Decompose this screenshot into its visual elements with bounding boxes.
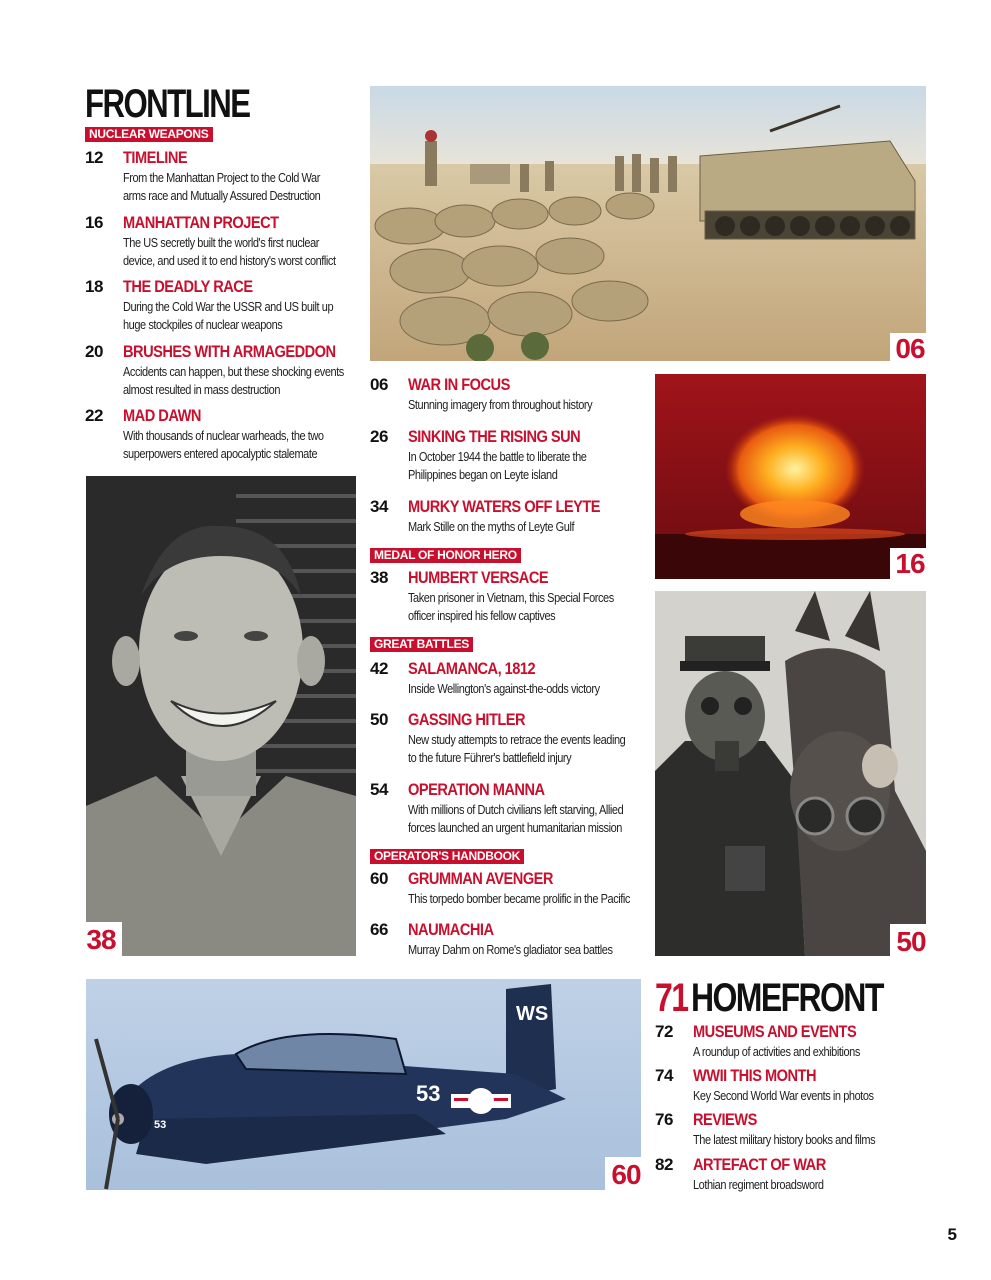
entry-page-number: 12 xyxy=(85,148,103,167)
toc-entry-72[interactable] xyxy=(655,1022,955,1064)
page-badge-38: 38 xyxy=(80,922,122,958)
toc-entry-38[interactable] xyxy=(370,568,650,628)
entry-title: MAD DAWN xyxy=(123,406,201,425)
entry-page-number: 72 xyxy=(655,1022,673,1041)
page-badge-06: 06 xyxy=(890,333,930,365)
entry-page-number: 74 xyxy=(655,1066,673,1085)
entry-page-number: 20 xyxy=(85,342,103,361)
entry-description: A roundup of activities and exhibitions xyxy=(693,1045,860,1059)
entry-title: GASSING HITLER xyxy=(408,710,526,729)
entry-title: REVIEWS xyxy=(693,1110,757,1129)
entry-description: Accidents can happen, but these shocking events almost resulted in mass destruction xyxy=(123,365,344,397)
entry-title: HUMBERT VERSACE xyxy=(408,568,549,587)
entry-page-number: 18 xyxy=(85,277,103,296)
entry-page-number: 42 xyxy=(370,659,388,678)
toc-entry-16[interactable] xyxy=(85,213,365,273)
operators-handbook-tag: OPERATOR'S HANDBOOK xyxy=(370,849,524,864)
entry-description: With thousands of nuclear warheads, the two superpowers entered apocalyptic stalemate xyxy=(123,429,324,461)
nuclear-weapons-tag: NUCLEAR WEAPONS xyxy=(85,127,213,142)
entry-description: Mark Stille on the myths of Leyte Gulf xyxy=(408,520,575,534)
desert-prayer-photo[interactable] xyxy=(370,86,926,361)
entry-title: ARTEFACT OF WAR xyxy=(693,1155,826,1174)
entry-page-number: 50 xyxy=(370,710,388,729)
entry-title: OPERATION MANNA xyxy=(408,780,545,799)
toc-entry-66[interactable] xyxy=(370,920,650,962)
grumman-avenger-photo[interactable] xyxy=(86,979,641,1190)
entry-page-number: 16 xyxy=(85,213,103,232)
page-badge-50: 50 xyxy=(890,924,932,960)
entry-title: SINKING THE RISING SUN xyxy=(408,427,581,446)
entry-page-number: 06 xyxy=(370,375,388,394)
toc-entry-42[interactable] xyxy=(370,659,650,701)
entry-description: This torpedo bomber became prolific in the Pacific xyxy=(408,892,630,906)
entry-description: Lothian regiment broadsword xyxy=(693,1178,824,1192)
entry-page-number: 22 xyxy=(85,406,103,425)
entry-title: WWII THIS MONTH xyxy=(693,1066,817,1085)
desert-scene-illustration xyxy=(370,86,926,361)
entry-description: The US secretly built the world's first nuclear device, and used it to end history's worst conflict xyxy=(123,236,336,268)
toc-entry-12[interactable] xyxy=(85,148,365,208)
entry-title: MANHATTAN PROJECT xyxy=(123,213,279,232)
soldier-portrait-photo[interactable] xyxy=(86,476,356,956)
entry-title: MURKY WATERS OFF LEYTE xyxy=(408,497,600,516)
toc-entry-26[interactable] xyxy=(370,427,650,487)
entry-description: The latest military history books and films xyxy=(693,1133,876,1147)
homefront-heading xyxy=(655,976,883,1021)
entry-title: SALAMANCA, 1812 xyxy=(408,659,536,678)
entry-description: With millions of Dutch civilians left starving, Allied forces launched an urgent humanitarian mission xyxy=(408,803,624,835)
toc-entry-60[interactable] xyxy=(370,869,650,911)
entry-description: Inside Wellington's against-the-odds victory xyxy=(408,682,600,696)
toc-entry-54[interactable] xyxy=(370,780,650,840)
entry-description: New study attempts to retrace the events leading to the future Führer's battlefield injury xyxy=(408,733,626,765)
frontline-title: FRONTLINE xyxy=(85,82,250,126)
toc-entry-76[interactable] xyxy=(655,1110,955,1152)
toc-entry-50[interactable] xyxy=(370,710,650,770)
homefront-page-number: 71 xyxy=(655,976,688,1020)
fuselage-number-label: 53 xyxy=(416,1081,441,1106)
tail-code-label: WS xyxy=(516,1003,549,1025)
entry-description: Stunning imagery from throughout history xyxy=(408,398,593,412)
entry-title: GRUMMAN AVENGER xyxy=(408,869,553,888)
toc-entry-20[interactable] xyxy=(85,342,365,402)
entry-page-number: 38 xyxy=(370,568,388,587)
entry-title: MUSEUMS AND EVENTS xyxy=(693,1022,857,1041)
homefront-title: HOMEFRONT xyxy=(690,976,883,1020)
entry-description: Key Second World War events in photos xyxy=(693,1089,874,1103)
entry-description: Taken prisoner in Vietnam, this Special Forces officer inspired his fellow captives xyxy=(408,591,614,623)
toc-entry-34[interactable] xyxy=(370,497,650,539)
entry-description: During the Cold War the USSR and US built up huge stockpiles of nuclear weapons xyxy=(123,300,334,332)
medal-of-honor-tag: MEDAL OF HONOR HERO xyxy=(370,548,521,563)
plane-illustration xyxy=(86,979,641,1190)
entry-page-number: 60 xyxy=(370,869,388,888)
entry-page-number: 82 xyxy=(655,1155,673,1174)
page-badge-60: 60 xyxy=(605,1157,647,1193)
nose-number-label: 53 xyxy=(154,1119,167,1131)
entry-description: Murray Dahm on Rome's gladiator sea battles xyxy=(408,943,613,957)
entry-page-number: 66 xyxy=(370,920,388,939)
entry-title: THE DEADLY RACE xyxy=(123,277,253,296)
toc-entry-18[interactable] xyxy=(85,277,365,337)
entry-description: From the Manhattan Project to the Cold War arms race and Mutually Assured Destruction xyxy=(123,171,321,203)
great-battles-tag: GREAT BATTLES xyxy=(370,637,473,652)
gas-mask-illustration xyxy=(655,591,926,956)
entry-description: In October 1944 the battle to liberate the Philippines began on Leyte island xyxy=(408,450,587,482)
entry-page-number: 34 xyxy=(370,497,388,516)
entry-title: NAUMACHIA xyxy=(408,920,494,939)
entry-title: WAR IN FOCUS xyxy=(408,375,510,394)
page-badge-16: 16 xyxy=(890,548,930,580)
gas-mask-photo[interactable] xyxy=(655,591,926,956)
portrait-illustration xyxy=(86,476,356,956)
entry-page-number: 54 xyxy=(370,780,388,799)
nuclear-explosion-photo[interactable] xyxy=(655,374,926,579)
toc-entry-06[interactable] xyxy=(370,375,650,417)
explosion-illustration xyxy=(655,374,926,579)
toc-entry-22[interactable] xyxy=(85,406,365,466)
entry-page-number: 26 xyxy=(370,427,388,446)
entry-title: TIMELINE xyxy=(123,148,188,167)
toc-entry-74[interactable] xyxy=(655,1066,955,1108)
toc-entry-82[interactable] xyxy=(655,1155,955,1197)
page-number: 5 xyxy=(947,1225,957,1244)
entry-page-number: 76 xyxy=(655,1110,673,1129)
entry-title: BRUSHES WITH ARMAGEDDON xyxy=(123,342,336,361)
